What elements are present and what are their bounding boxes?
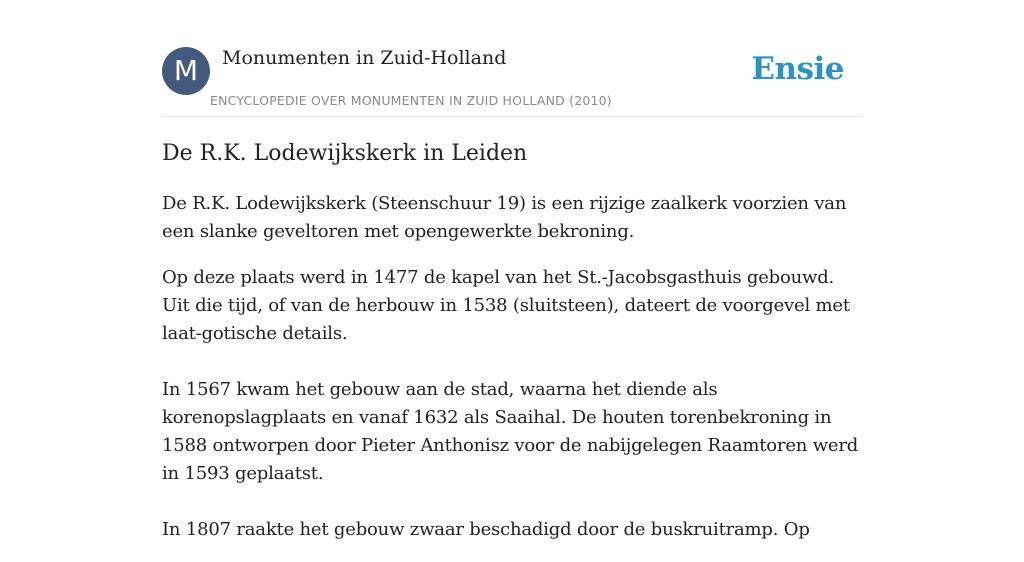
article-paragraph: In 1567 kwam het gebouw aan de stad, waarna het diende als korenopslagplaats en vanaf 1632 als Saaihal. De houten torenbekroning in 1588 ontworpen door Pieter Anthonisz voor de nabijgelegen Raamtoren werd in 1593 geplaatst. bbox=[162, 379, 859, 484]
site-subtitle: ENCYCLOPEDIE OVER MONUMENTEN IN ZUID HOLLAND (2010) bbox=[210, 93, 612, 108]
avatar[interactable]: M bbox=[162, 47, 210, 95]
article-paragraph: In 1807 raakte het gebouw zwaar beschadigd door de buskruitramp. Op bbox=[162, 519, 810, 540]
article bbox=[162, 138, 862, 562]
article-title: De R.K. Lodewijkskerk in Leiden bbox=[162, 141, 528, 166]
article-paragraph: De R.K. Lodewijkskerk (Steenschuur 19) is een rijzige zaalkerk voorzien van een slanke geveltoren met opengewerkte bekroning. bbox=[162, 193, 847, 242]
brand-logo[interactable]: Ensie bbox=[751, 51, 844, 87]
site-header bbox=[162, 0, 862, 117]
article-paragraph: Op deze plaats werd in 1477 de kapel van het St.-Jacobsgasthuis gebouwd. Uit die tijd, of van de herbouw in 1538 (sluitsteen), dateert de voorgevel met laat-gotische details. bbox=[162, 267, 850, 344]
article-body bbox=[162, 190, 862, 544]
site-title[interactable]: Monumenten in Zuid-Holland bbox=[222, 47, 507, 69]
